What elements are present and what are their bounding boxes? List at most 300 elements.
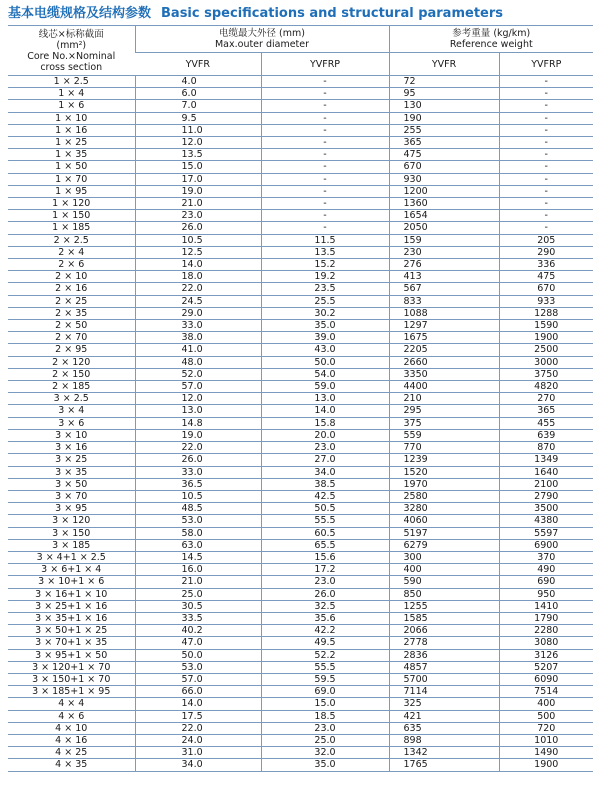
cell-core-section: 3 × 95	[8, 503, 135, 515]
table-row	[8, 161, 593, 173]
table-row	[8, 527, 593, 539]
cell-diam-yvfr: 24.5	[135, 295, 261, 307]
cell-wt-yvfrp: -	[499, 185, 593, 197]
cell-diam-yvfr: 10.5	[135, 490, 261, 502]
cell-wt-yvfr: 230	[389, 246, 499, 258]
cell-core-section: 3 × 185+1 × 95	[8, 686, 135, 698]
cell-diam-yvfrp: -	[261, 88, 389, 100]
cell-wt-yvfr: 1239	[389, 454, 499, 466]
cell-diam-yvfr: 53.0	[135, 515, 261, 527]
cell-wt-yvfrp: 1010	[499, 734, 593, 746]
title-en: Basic specifications and structural parameters	[161, 6, 504, 21]
cell-wt-yvfrp: 1490	[499, 747, 593, 759]
cell-wt-yvfrp: -	[499, 88, 593, 100]
cell-wt-yvfrp: 1900	[499, 332, 593, 344]
table-row	[8, 612, 593, 624]
cell-diam-yvfrp: 32.0	[261, 747, 389, 759]
cell-wt-yvfrp: -	[499, 173, 593, 185]
table-row	[8, 625, 593, 637]
cell-diam-yvfrp: 13.5	[261, 246, 389, 258]
cell-diam-yvfrp: 23.0	[261, 442, 389, 454]
cell-wt-yvfr: 670	[389, 161, 499, 173]
table-row	[8, 576, 593, 588]
table-row	[8, 112, 593, 124]
cell-wt-yvfr: 1654	[389, 210, 499, 222]
table-row	[8, 466, 593, 478]
cell-wt-yvfr: 159	[389, 234, 499, 246]
cell-diam-yvfrp: 25.0	[261, 734, 389, 746]
cell-diam-yvfr: 13.0	[135, 405, 261, 417]
cell-diam-yvfr: 40.2	[135, 625, 261, 637]
cell-wt-yvfr: 3350	[389, 368, 499, 380]
table-row	[8, 149, 593, 161]
cell-core-section: 3 × 120+1 × 70	[8, 661, 135, 673]
cell-diam-yvfrp: -	[261, 100, 389, 112]
cell-diam-yvfrp: 30.2	[261, 307, 389, 319]
cell-diam-yvfr: 15.0	[135, 161, 261, 173]
cell-core-section: 3 × 4	[8, 405, 135, 417]
cell-diam-yvfrp: 59.5	[261, 673, 389, 685]
table-row	[8, 259, 593, 271]
table-row	[8, 295, 593, 307]
cell-wt-yvfrp: 2100	[499, 478, 593, 490]
cell-diam-yvfr: 38.0	[135, 332, 261, 344]
cell-diam-yvfrp: 39.0	[261, 332, 389, 344]
cell-diam-yvfrp: 54.0	[261, 368, 389, 380]
cell-wt-yvfr: 72	[389, 76, 499, 88]
cell-core-section: 1 × 10	[8, 112, 135, 124]
cell-wt-yvfr: 1297	[389, 320, 499, 332]
cell-wt-yvfr: 850	[389, 588, 499, 600]
table-row	[8, 137, 593, 149]
header-wt-zh: 参考重量 (kg/km)	[452, 28, 531, 39]
table-row	[8, 100, 593, 112]
table-row	[8, 185, 593, 197]
cell-wt-yvfr: 2050	[389, 222, 499, 234]
cell-wt-yvfr: 375	[389, 417, 499, 429]
cell-diam-yvfr: 21.0	[135, 198, 261, 210]
header-core-unit: (mm²)	[56, 39, 87, 51]
header-core-section	[8, 26, 135, 76]
cell-diam-yvfr: 29.0	[135, 307, 261, 319]
cell-wt-yvfr: 567	[389, 283, 499, 295]
cell-wt-yvfrp: 2280	[499, 625, 593, 637]
cell-wt-yvfrp: 933	[499, 295, 593, 307]
cell-wt-yvfr: 1342	[389, 747, 499, 759]
cell-core-section: 2 × 2.5	[8, 234, 135, 246]
cell-diam-yvfr: 21.0	[135, 576, 261, 588]
cell-wt-yvfr: 898	[389, 734, 499, 746]
cell-wt-yvfrp: 1590	[499, 320, 593, 332]
table-row	[8, 503, 593, 515]
cell-wt-yvfrp: 4380	[499, 515, 593, 527]
cell-wt-yvfr: 2066	[389, 625, 499, 637]
cell-diam-yvfrp: 14.0	[261, 405, 389, 417]
cell-diam-yvfrp: 69.0	[261, 686, 389, 698]
cell-diam-yvfrp: 60.5	[261, 527, 389, 539]
cell-diam-yvfrp: 18.5	[261, 710, 389, 722]
cell-core-section: 3 × 16	[8, 442, 135, 454]
cell-diam-yvfrp: 15.2	[261, 259, 389, 271]
cell-core-section: 3 × 4+1 × 2.5	[8, 551, 135, 563]
cell-diam-yvfrp: 42.5	[261, 490, 389, 502]
table-row	[8, 429, 593, 441]
cell-diam-yvfrp: 13.0	[261, 393, 389, 405]
cell-wt-yvfrp: 1790	[499, 612, 593, 624]
cell-diam-yvfr: 47.0	[135, 637, 261, 649]
cell-wt-yvfrp: 3750	[499, 368, 593, 380]
cell-wt-yvfr: 2836	[389, 649, 499, 661]
cell-diam-yvfr: 52.0	[135, 368, 261, 380]
cell-core-section: 4 × 25	[8, 747, 135, 759]
table-row	[8, 307, 593, 319]
table-row	[8, 710, 593, 722]
table-row	[8, 393, 593, 405]
header-wt-en: Reference weight	[449, 39, 533, 50]
cell-wt-yvfr: 190	[389, 112, 499, 124]
cell-diam-yvfr: 41.0	[135, 344, 261, 356]
cell-diam-yvfrp: -	[261, 137, 389, 149]
cell-diam-yvfr: 22.0	[135, 283, 261, 295]
cell-wt-yvfrp: 670	[499, 283, 593, 295]
cell-diam-yvfr: 22.0	[135, 722, 261, 734]
cell-wt-yvfr: 5197	[389, 527, 499, 539]
cell-wt-yvfrp: 290	[499, 246, 593, 258]
cell-diam-yvfr: 18.0	[135, 271, 261, 283]
cell-wt-yvfr: 295	[389, 405, 499, 417]
cell-core-section: 3 × 50+1 × 25	[8, 625, 135, 637]
cell-core-section: 4 × 6	[8, 710, 135, 722]
cell-wt-yvfrp: 1640	[499, 466, 593, 478]
header-core-en-2: cross section	[40, 61, 103, 73]
cell-diam-yvfr: 14.5	[135, 551, 261, 563]
cell-diam-yvfr: 12.5	[135, 246, 261, 258]
cell-diam-yvfrp: 55.5	[261, 515, 389, 527]
cell-wt-yvfr: 590	[389, 576, 499, 588]
cell-core-section: 3 × 35+1 × 16	[8, 612, 135, 624]
cell-core-section: 2 × 6	[8, 259, 135, 271]
cell-wt-yvfr: 4060	[389, 515, 499, 527]
cell-diam-yvfrp: -	[261, 112, 389, 124]
cell-wt-yvfrp: -	[499, 124, 593, 136]
cell-diam-yvfrp: 17.2	[261, 564, 389, 576]
header-wt-yvfrp: YVFRP	[499, 53, 593, 76]
header-reference-weight	[389, 26, 593, 53]
cell-wt-yvfrp: 370	[499, 551, 593, 563]
cell-wt-yvfrp: 490	[499, 564, 593, 576]
cell-diam-yvfrp: 34.0	[261, 466, 389, 478]
cell-wt-yvfrp: 690	[499, 576, 593, 588]
cell-diam-yvfr: 16.0	[135, 564, 261, 576]
cell-core-section: 3 × 150+1 × 70	[8, 673, 135, 685]
header-diam-yvfr: YVFR	[135, 53, 261, 76]
table-row	[8, 515, 593, 527]
cell-diam-yvfrp: 59.0	[261, 381, 389, 393]
cell-wt-yvfrp: 1900	[499, 759, 593, 771]
cell-wt-yvfrp: -	[499, 210, 593, 222]
cell-wt-yvfr: 210	[389, 393, 499, 405]
cell-wt-yvfrp: -	[499, 137, 593, 149]
cell-wt-yvfrp: 4820	[499, 381, 593, 393]
cell-diam-yvfr: 11.0	[135, 124, 261, 136]
cell-wt-yvfrp: 400	[499, 698, 593, 710]
cell-diam-yvfrp: 26.0	[261, 588, 389, 600]
table-row	[8, 198, 593, 210]
cell-core-section: 3 × 25+1 × 16	[8, 600, 135, 612]
table-row	[8, 759, 593, 771]
cell-diam-yvfrp: 32.5	[261, 600, 389, 612]
header-diam-en: Max.outer diameter	[214, 39, 310, 50]
table-row	[8, 173, 593, 185]
cell-wt-yvfr: 2778	[389, 637, 499, 649]
cell-wt-yvfrp: 950	[499, 588, 593, 600]
cell-core-section: 2 × 4	[8, 246, 135, 258]
cell-diam-yvfrp: 23.0	[261, 576, 389, 588]
cell-diam-yvfr: 33.0	[135, 466, 261, 478]
cell-diam-yvfr: 9.5	[135, 112, 261, 124]
table-row	[8, 478, 593, 490]
table-row	[8, 698, 593, 710]
cell-core-section: 4 × 16	[8, 734, 135, 746]
header-core-zh: 线芯×标称截面	[38, 28, 104, 40]
cell-diam-yvfrp: 55.5	[261, 661, 389, 673]
cell-wt-yvfrp: 1288	[499, 307, 593, 319]
cell-diam-yvfrp: 23.0	[261, 722, 389, 734]
cell-wt-yvfrp: 475	[499, 271, 593, 283]
cell-wt-yvfr: 2580	[389, 490, 499, 502]
cell-wt-yvfr: 325	[389, 698, 499, 710]
cell-core-section: 1 × 16	[8, 124, 135, 136]
cell-diam-yvfr: 17.5	[135, 710, 261, 722]
cell-core-section: 2 × 120	[8, 356, 135, 368]
cell-wt-yvfrp: 1349	[499, 454, 593, 466]
cell-wt-yvfr: 365	[389, 137, 499, 149]
table-row	[8, 649, 593, 661]
cell-core-section: 3 × 6+1 × 4	[8, 564, 135, 576]
cell-wt-yvfrp: 500	[499, 710, 593, 722]
cell-diam-yvfrp: 23.5	[261, 283, 389, 295]
cell-wt-yvfrp: 2500	[499, 344, 593, 356]
table-row	[8, 442, 593, 454]
cell-diam-yvfrp: 49.5	[261, 637, 389, 649]
cell-wt-yvfr: 6279	[389, 539, 499, 551]
cell-diam-yvfr: 19.0	[135, 185, 261, 197]
table-row	[8, 588, 593, 600]
table-row	[8, 747, 593, 759]
cell-core-section: 2 × 35	[8, 307, 135, 319]
cell-wt-yvfrp: -	[499, 149, 593, 161]
cell-wt-yvfr: 1765	[389, 759, 499, 771]
cell-diam-yvfrp: 65.5	[261, 539, 389, 551]
cell-wt-yvfrp: 5207	[499, 661, 593, 673]
cell-diam-yvfrp: -	[261, 76, 389, 88]
cell-diam-yvfrp: 19.2	[261, 271, 389, 283]
cell-core-section: 3 × 50	[8, 478, 135, 490]
cell-core-section: 3 × 95+1 × 50	[8, 649, 135, 661]
cell-diam-yvfrp: 20.0	[261, 429, 389, 441]
table-row	[8, 539, 593, 551]
cell-core-section: 2 × 10	[8, 271, 135, 283]
cell-diam-yvfr: 66.0	[135, 686, 261, 698]
cell-wt-yvfrp: 7514	[499, 686, 593, 698]
cell-wt-yvfr: 1520	[389, 466, 499, 478]
cell-diam-yvfr: 22.0	[135, 442, 261, 454]
cell-wt-yvfr: 5700	[389, 673, 499, 685]
cell-diam-yvfr: 24.0	[135, 734, 261, 746]
cell-diam-yvfr: 63.0	[135, 539, 261, 551]
cell-core-section: 1 × 185	[8, 222, 135, 234]
header-wt-yvfr: YVFR	[389, 53, 499, 76]
cell-core-section: 3 × 10	[8, 429, 135, 441]
cell-diam-yvfrp: 35.0	[261, 759, 389, 771]
cell-core-section: 1 × 35	[8, 149, 135, 161]
cell-wt-yvfr: 3280	[389, 503, 499, 515]
cell-diam-yvfr: 36.5	[135, 478, 261, 490]
cell-diam-yvfr: 31.0	[135, 747, 261, 759]
cell-diam-yvfr: 57.0	[135, 673, 261, 685]
cell-wt-yvfrp: 3000	[499, 356, 593, 368]
cell-wt-yvfrp: 336	[499, 259, 593, 271]
table-row	[8, 344, 593, 356]
cell-diam-yvfr: 23.0	[135, 210, 261, 222]
table-row	[8, 368, 593, 380]
cell-core-section: 3 × 150	[8, 527, 135, 539]
cell-diam-yvfr: 57.0	[135, 381, 261, 393]
cell-diam-yvfr: 7.0	[135, 100, 261, 112]
cell-wt-yvfrp: 5597	[499, 527, 593, 539]
cell-diam-yvfr: 17.0	[135, 173, 261, 185]
cell-diam-yvfrp: -	[261, 149, 389, 161]
cell-core-section: 1 × 4	[8, 88, 135, 100]
cell-diam-yvfr: 14.0	[135, 698, 261, 710]
cell-diam-yvfr: 34.0	[135, 759, 261, 771]
cell-core-section: 3 × 10+1 × 6	[8, 576, 135, 588]
cell-core-section: 3 × 2.5	[8, 393, 135, 405]
cell-core-section: 3 × 6	[8, 417, 135, 429]
cell-wt-yvfr: 833	[389, 295, 499, 307]
header-diam-zh: 电缆最大外径 (mm)	[219, 28, 305, 39]
table-row	[8, 320, 593, 332]
cell-core-section: 3 × 70	[8, 490, 135, 502]
table-row	[8, 722, 593, 734]
cell-wt-yvfrp: 365	[499, 405, 593, 417]
cell-core-section: 3 × 25	[8, 454, 135, 466]
cell-core-section: 1 × 150	[8, 210, 135, 222]
cell-diam-yvfr: 12.0	[135, 393, 261, 405]
page-title	[8, 4, 503, 24]
cell-core-section: 1 × 95	[8, 185, 135, 197]
cell-wt-yvfr: 4857	[389, 661, 499, 673]
cell-wt-yvfr: 635	[389, 722, 499, 734]
cell-diam-yvfr: 10.5	[135, 234, 261, 246]
cell-wt-yvfr: 2660	[389, 356, 499, 368]
cell-wt-yvfrp: -	[499, 76, 593, 88]
cell-core-section: 2 × 16	[8, 283, 135, 295]
cell-wt-yvfrp: -	[499, 112, 593, 124]
table-row	[8, 637, 593, 649]
spec-table	[8, 26, 593, 772]
cell-core-section: 1 × 120	[8, 198, 135, 210]
cell-diam-yvfrp: -	[261, 124, 389, 136]
cell-diam-yvfr: 50.0	[135, 649, 261, 661]
cell-diam-yvfr: 19.0	[135, 429, 261, 441]
header-diam-yvfrp: YVFRP	[261, 53, 389, 76]
table-row	[8, 381, 593, 393]
cell-wt-yvfrp: -	[499, 222, 593, 234]
cell-core-section: 2 × 25	[8, 295, 135, 307]
cell-diam-yvfr: 14.0	[135, 259, 261, 271]
cell-diam-yvfrp: 50.5	[261, 503, 389, 515]
table-row	[8, 490, 593, 502]
cell-wt-yvfr: 770	[389, 442, 499, 454]
cell-diam-yvfr: 13.5	[135, 149, 261, 161]
cell-core-section: 1 × 50	[8, 161, 135, 173]
table-row	[8, 356, 593, 368]
cell-wt-yvfrp: 205	[499, 234, 593, 246]
table-row	[8, 222, 593, 234]
cell-diam-yvfrp: 52.2	[261, 649, 389, 661]
cell-diam-yvfr: 6.0	[135, 88, 261, 100]
cell-wt-yvfr: 95	[389, 88, 499, 100]
cell-diam-yvfrp: 15.8	[261, 417, 389, 429]
cell-wt-yvfr: 400	[389, 564, 499, 576]
cell-diam-yvfrp: 27.0	[261, 454, 389, 466]
cell-diam-yvfr: 25.0	[135, 588, 261, 600]
cell-wt-yvfrp: 6900	[499, 539, 593, 551]
cell-wt-yvfr: 7114	[389, 686, 499, 698]
cell-core-section: 4 × 4	[8, 698, 135, 710]
cell-diam-yvfrp: 11.5	[261, 234, 389, 246]
cell-core-section: 1 × 70	[8, 173, 135, 185]
cell-core-section: 2 × 185	[8, 381, 135, 393]
cell-core-section: 2 × 150	[8, 368, 135, 380]
cell-wt-yvfrp: 870	[499, 442, 593, 454]
cell-wt-yvfr: 1970	[389, 478, 499, 490]
cell-diam-yvfr: 53.0	[135, 661, 261, 673]
table-row	[8, 88, 593, 100]
cell-diam-yvfrp: 35.0	[261, 320, 389, 332]
cell-diam-yvfrp: -	[261, 222, 389, 234]
cell-core-section: 4 × 10	[8, 722, 135, 734]
table-row	[8, 686, 593, 698]
cell-diam-yvfrp: 43.0	[261, 344, 389, 356]
cell-diam-yvfr: 33.0	[135, 320, 261, 332]
cell-wt-yvfr: 1360	[389, 198, 499, 210]
cell-core-section: 3 × 120	[8, 515, 135, 527]
table-row	[8, 600, 593, 612]
table-row	[8, 564, 593, 576]
cell-diam-yvfr: 48.0	[135, 356, 261, 368]
cell-wt-yvfrp: -	[499, 100, 593, 112]
cell-wt-yvfr: 475	[389, 149, 499, 161]
cell-wt-yvfr: 255	[389, 124, 499, 136]
cell-wt-yvfr: 1255	[389, 600, 499, 612]
cell-core-section: 4 × 35	[8, 759, 135, 771]
cell-wt-yvfrp: -	[499, 198, 593, 210]
cell-diam-yvfrp: 42.2	[261, 625, 389, 637]
cell-wt-yvfrp: 6090	[499, 673, 593, 685]
cell-diam-yvfr: 26.0	[135, 222, 261, 234]
cell-core-section: 1 × 25	[8, 137, 135, 149]
cell-wt-yvfr: 1675	[389, 332, 499, 344]
cell-diam-yvfr: 58.0	[135, 527, 261, 539]
table-row	[8, 271, 593, 283]
cell-diam-yvfr: 12.0	[135, 137, 261, 149]
cell-wt-yvfr: 1200	[389, 185, 499, 197]
table-row	[8, 551, 593, 563]
table-row	[8, 454, 593, 466]
cell-wt-yvfr: 559	[389, 429, 499, 441]
